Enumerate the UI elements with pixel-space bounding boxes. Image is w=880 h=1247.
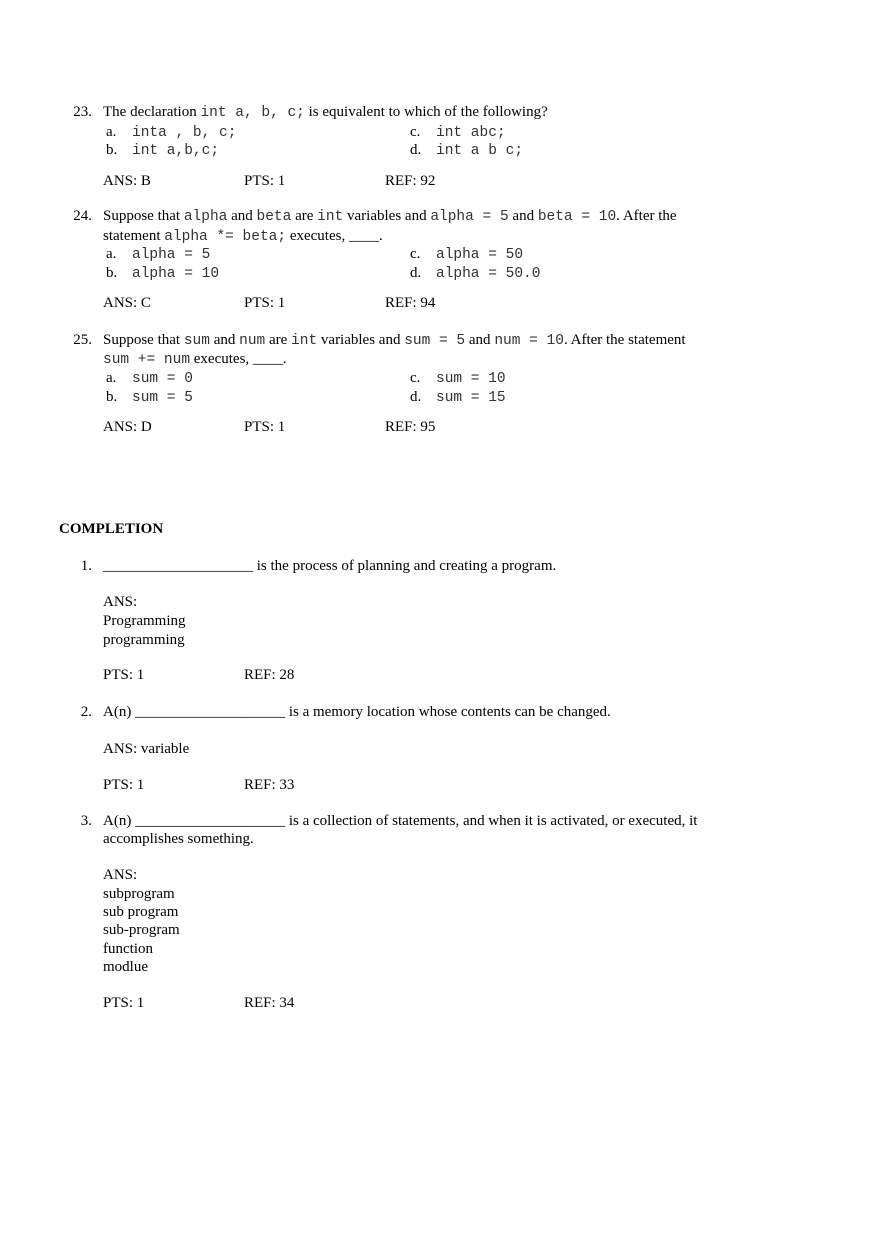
answer-item: modlue <box>103 959 148 975</box>
option-letter: c. <box>410 124 421 140</box>
points: PTS: 1 <box>244 173 286 189</box>
text: and <box>465 332 495 348</box>
option-letter: a. <box>106 246 117 262</box>
option-letter: d. <box>410 265 422 281</box>
code: alpha = 5 <box>430 209 509 225</box>
option-code: int a b c; <box>436 143 524 159</box>
question-text-line2 <box>103 228 383 245</box>
answer: ANS: B <box>103 173 151 189</box>
question-text <box>103 332 686 349</box>
option-letter: b. <box>106 142 118 158</box>
option-a <box>106 124 236 141</box>
option-code: alpha = 50 <box>436 247 524 263</box>
text: statement <box>103 228 165 244</box>
option-b <box>106 265 219 282</box>
code: int <box>291 333 318 349</box>
reference: REF: 28 <box>244 667 295 683</box>
answer-item: Programming <box>103 613 186 629</box>
option-c <box>410 246 523 263</box>
answer: ANS: C <box>103 295 151 311</box>
answer-item: sub-program <box>103 922 180 938</box>
code: alpha <box>183 209 228 225</box>
option-code: int abc; <box>436 125 506 141</box>
option-c <box>410 370 506 387</box>
text: The declaration <box>103 104 201 120</box>
option-d <box>410 142 523 159</box>
code: num <box>239 333 266 349</box>
option-letter: c. <box>410 370 421 386</box>
points: PTS: 1 <box>244 295 286 311</box>
question-text <box>103 104 548 121</box>
option-a <box>106 246 210 263</box>
answer-item: programming <box>103 632 185 648</box>
option-code: alpha = 5 <box>132 247 211 263</box>
code: sum = 5 <box>404 333 466 349</box>
option-letter: d. <box>410 389 422 405</box>
option-code: alpha = 50.0 <box>436 266 541 282</box>
option-code: sum = 10 <box>436 371 506 387</box>
points: PTS: 1 <box>103 995 145 1011</box>
text: and <box>508 208 538 224</box>
option-letter: a. <box>106 370 117 386</box>
code: int <box>317 209 344 225</box>
option-code: sum = 15 <box>436 390 506 406</box>
text: and <box>209 332 240 348</box>
code: sum += num <box>103 352 191 368</box>
code: int a, b, c; <box>200 105 305 121</box>
text: variables and <box>343 208 431 224</box>
option-b <box>106 389 193 406</box>
question-text-line2 <box>103 351 287 368</box>
text: are <box>265 332 292 348</box>
reference: REF: 34 <box>244 995 295 1011</box>
points: PTS: 1 <box>103 777 145 793</box>
reference: REF: 94 <box>385 295 436 311</box>
text: . After the statement <box>563 332 686 348</box>
answer-item: function <box>103 941 153 957</box>
reference: REF: 33 <box>244 777 295 793</box>
points: PTS: 1 <box>103 667 145 683</box>
text: is equivalent to which of the following? <box>304 104 548 120</box>
option-code: sum = 0 <box>132 371 193 387</box>
option-letter: d. <box>410 142 422 158</box>
option-d <box>410 389 506 406</box>
text: and <box>227 208 257 224</box>
option-letter: a. <box>106 124 117 140</box>
answer-label: ANS: <box>103 594 138 610</box>
question-text-line2: accomplishes something. <box>103 831 254 847</box>
code: alpha *= beta; <box>164 229 287 245</box>
code: beta <box>256 209 292 225</box>
question-number: 25. <box>73 332 92 348</box>
option-code: sum = 5 <box>132 390 193 406</box>
question-text: A(n) ____________________ is a collection of statements, and when it is activated, or executed, it <box>103 813 698 829</box>
option-d <box>410 265 540 282</box>
option-b <box>106 142 219 159</box>
option-a <box>106 370 193 387</box>
answer: ANS: D <box>103 419 152 435</box>
option-letter: b. <box>106 265 118 281</box>
text: executes, ____. <box>190 351 287 367</box>
text: executes, ____. <box>286 228 383 244</box>
question-number: 3. <box>80 813 92 829</box>
question-number: 24. <box>73 208 92 224</box>
option-code: inta , b, c; <box>132 125 237 141</box>
text: variables and <box>317 332 405 348</box>
question-number: 23. <box>73 104 92 120</box>
option-letter: c. <box>410 246 421 262</box>
reference: REF: 95 <box>385 419 436 435</box>
reference: REF: 92 <box>385 173 436 189</box>
question-number: 1. <box>80 558 92 574</box>
option-c <box>410 124 506 141</box>
code: beta = 10 <box>537 209 617 225</box>
answer-label: ANS: <box>103 867 138 883</box>
section-heading: COMPLETION <box>59 521 164 537</box>
option-code: alpha = 10 <box>132 266 220 282</box>
question-text <box>103 208 677 225</box>
answer-item: sub program <box>103 904 179 920</box>
question-text: A(n) ____________________ is a memory location whose contents can be changed. <box>103 704 611 720</box>
points: PTS: 1 <box>244 419 286 435</box>
option-letter: b. <box>106 389 118 405</box>
text: . After the <box>616 208 677 224</box>
code: sum <box>183 333 210 349</box>
question-number: 2. <box>80 704 92 720</box>
code: num = 10 <box>494 333 564 349</box>
text: Suppose that <box>103 332 184 348</box>
option-code: int a,b,c; <box>132 143 220 159</box>
answer-item: subprogram <box>103 886 175 902</box>
answer: ANS: variable <box>103 741 190 757</box>
text: are <box>291 208 318 224</box>
text: Suppose that <box>103 208 184 224</box>
question-text: ____________________ is the process of planning and creating a program. <box>103 558 557 574</box>
